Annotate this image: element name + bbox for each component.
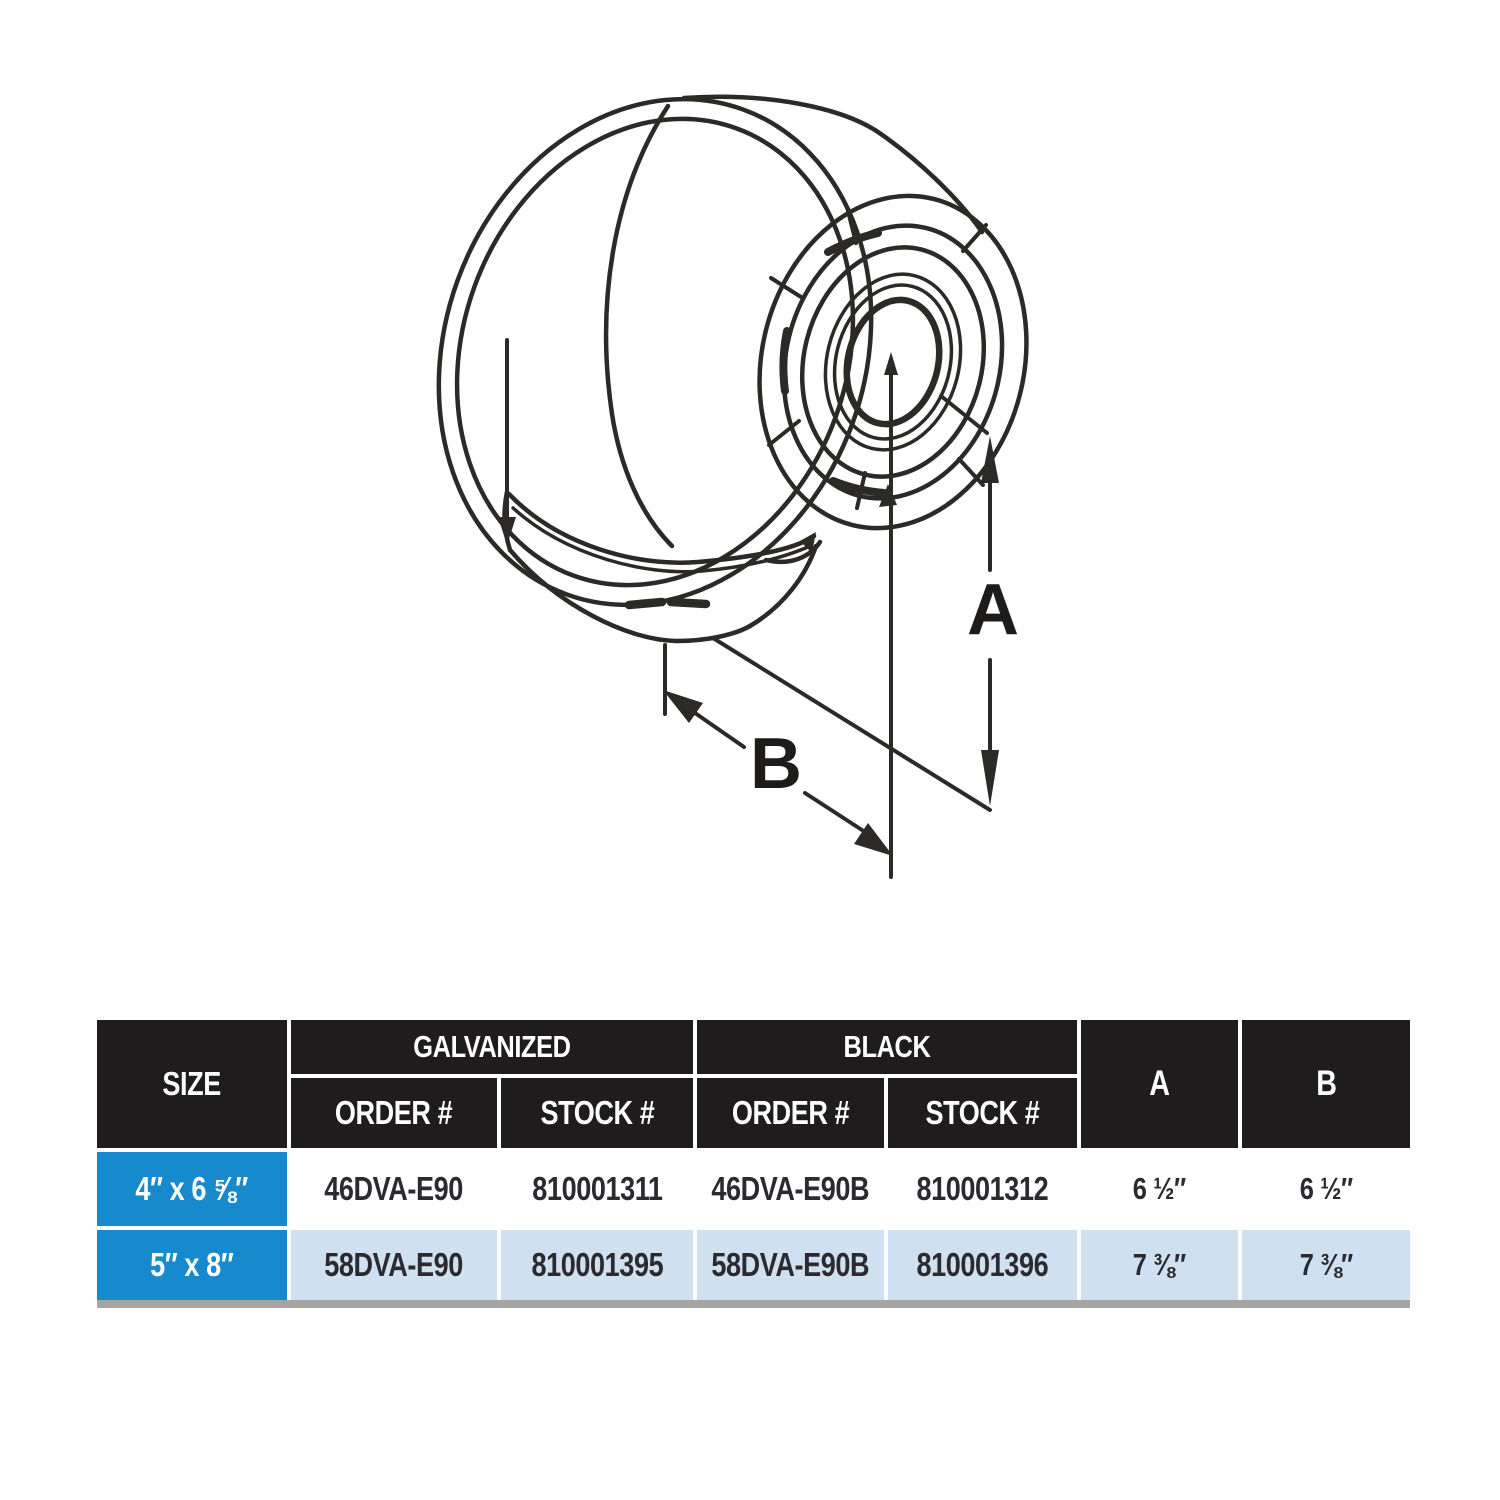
size-value: 4″ x 6 ⅝″ <box>135 1170 249 1207</box>
col-header-black-stock-label: STOCK # <box>925 1094 1040 1131</box>
order-number: 58DVA-E90 <box>324 1246 464 1283</box>
order-number: 58DVA-E90B <box>711 1246 870 1283</box>
stock-number: 810001396 <box>916 1246 1049 1283</box>
dim-b-value: 6 ½″ <box>1299 1171 1353 1206</box>
dim-b-value: 7 ⅜″ <box>1299 1247 1353 1282</box>
table-row-0-galv-order <box>291 1152 497 1226</box>
dim-a-value: 7 ⅜″ <box>1133 1247 1186 1282</box>
table-bottom-border <box>97 1300 1410 1308</box>
col-header-galv-order-label: ORDER # <box>335 1094 453 1131</box>
col-header-galv-stock <box>501 1078 693 1148</box>
table-row-0-galv-stock <box>501 1152 693 1226</box>
col-header-b <box>1242 1020 1410 1148</box>
table-row-1-dim-a <box>1081 1230 1238 1300</box>
col-header-black-order <box>697 1078 884 1148</box>
col-header-size <box>97 1020 287 1148</box>
table-row-1-dim-b <box>1242 1230 1410 1300</box>
col-header-b-label: B <box>1315 1064 1337 1103</box>
col-header-a-label: A <box>1149 1064 1170 1103</box>
cap-slot <box>629 602 662 605</box>
table-row-0-black-stock <box>888 1152 1077 1226</box>
col-header-galvanized <box>291 1020 693 1074</box>
table-row-0-dim-b <box>1242 1152 1410 1226</box>
order-number: 46DVA-E90B <box>711 1170 870 1207</box>
col-header-black <box>697 1020 1077 1074</box>
dim-label-a: A <box>967 570 1019 650</box>
dim-label-b: B <box>750 724 802 804</box>
spec-table <box>97 1020 1410 1308</box>
table-row-1-black-stock <box>888 1230 1077 1300</box>
table-row-1-galv-order <box>291 1230 497 1300</box>
table-row-1-galv-stock <box>501 1230 693 1300</box>
stock-number: 810001311 <box>531 1170 663 1207</box>
col-header-black-order-label: ORDER # <box>731 1094 850 1131</box>
col-header-black-label: BLACK <box>843 1029 931 1064</box>
stock-number: 810001395 <box>531 1246 663 1283</box>
table-row-1-black-order <box>697 1230 884 1300</box>
dim-a-value: 6 ½″ <box>1133 1171 1186 1206</box>
col-header-size-label: SIZE <box>162 1065 222 1102</box>
table-row-0-size <box>97 1152 287 1226</box>
table-row-1-size <box>97 1230 287 1300</box>
col-header-galvanized-label: GALVANIZED <box>413 1029 571 1064</box>
size-value: 5″ x 8″ <box>150 1246 234 1283</box>
order-number: 46DVA-E90 <box>324 1170 464 1207</box>
inlet-opening <box>369 38 940 667</box>
stock-number: 810001312 <box>916 1170 1049 1207</box>
table-row-0-dim-a <box>1081 1152 1238 1226</box>
spec-table-grid <box>97 1020 1410 1300</box>
col-header-black-stock <box>888 1078 1077 1148</box>
cap-slot <box>671 602 706 604</box>
col-header-galv-order <box>291 1078 497 1148</box>
table-row-0-black-order <box>697 1152 884 1226</box>
col-header-galv-stock-label: STOCK # <box>540 1094 654 1131</box>
col-header-a <box>1081 1020 1238 1148</box>
